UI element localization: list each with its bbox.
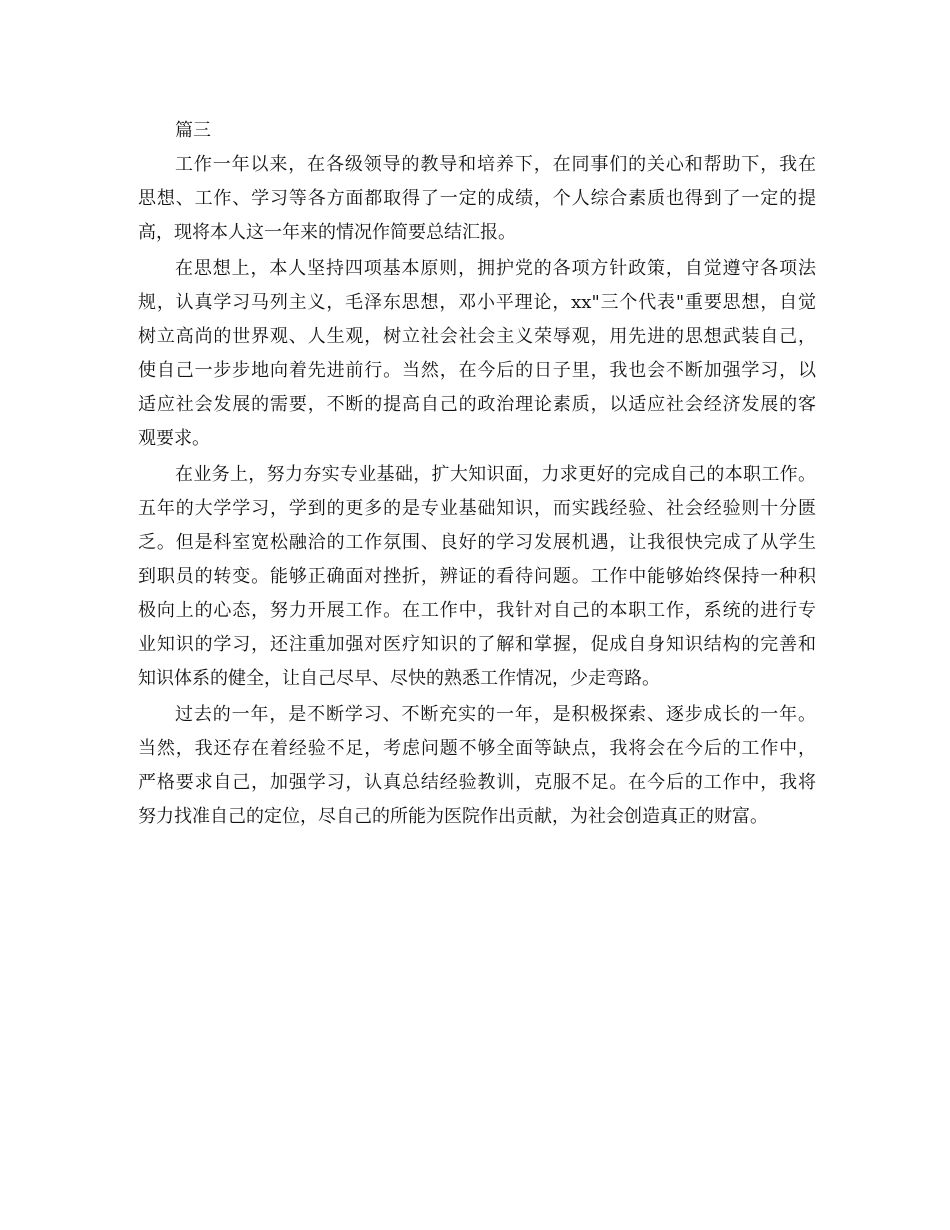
paragraph-line: 思想、工作、学习等各方面都取得了一定的成绩，个人综合素质也得到了一定的提 — [138, 188, 816, 209]
paragraph-line: 过去的一年，是不断学习、不断充实的一年，是积极探索、逐步成长的一年。 — [175, 704, 816, 725]
paragraph-line: 高，现将本人这一年来的情况作简要总结汇报。 — [138, 222, 516, 243]
paragraph-line: 当然，我还存在着经验不足，考虑问题不够全面等缺点，我将会在今后的工作中， — [138, 738, 816, 759]
paragraph-line: 树立高尚的世界观、人生观，树立社会社会主义荣辱观，用先进的思想武装自己， — [138, 326, 816, 347]
paragraph-line: 努力找准自己的定位，尽自己的所能为医院作出贡献，为社会创造真正的财富。 — [138, 806, 768, 827]
paragraph-line: 在业务上，努力夯实专业基础，扩大知识面，力求更好的完成自己的本职工作。 — [175, 464, 816, 485]
paragraph-line: 工作一年以来，在各级领导的教导和培养下，在同事们的关心和帮助下，我在 — [175, 154, 816, 175]
paragraph-line: 在思想上，本人坚持四项基本原则，拥护党的各项方针政策，自觉遵守各项法 — [175, 258, 816, 279]
document-heading: 篇三 — [175, 120, 211, 141]
paragraph-2 — [138, 252, 828, 456]
paragraph-line: 知识体系的健全，让自己尽早、尽快的熟悉工作情况，少走弯路。 — [138, 668, 660, 689]
paragraph-line: 乏。但是科室宽松融洽的工作氛围、良好的学习发展机遇，让我很快完成了从学生 — [138, 532, 816, 553]
paragraph-line: 使自己一步步地向着先进前行。当然，在今后的日子里，我也会不断加强学习，以 — [138, 360, 816, 381]
paragraph-line: 严格要求自己，加强学习，认真总结经验教训，克服不足。在今后的工作中，我将 — [138, 772, 816, 793]
paragraph-4 — [138, 698, 828, 834]
paragraph-line: 到职员的转变。能够正确面对挫折，辨证的看待问题。工作中能够始终保持一种积 — [138, 566, 816, 587]
paragraph-line: 五年的大学学习，学到的更多的是专业基础知识，而实践经验、社会经验则十分匮 — [138, 498, 816, 519]
paragraph-line: 极向上的心态，努力开展工作。在工作中，我针对自己的本职工作，系统的进行专 — [138, 600, 816, 621]
paragraph-3 — [138, 458, 828, 696]
paragraph-line: 观要求。 — [138, 428, 210, 449]
paragraph-line: 适应社会发展的需要，不断的提高自己的政治理论素质，以适应社会经济发展的客 — [138, 394, 816, 415]
paragraph-line: 业知识的学习，还注重加强对医疗知识的了解和掌握，促成自身知识结构的完善和 — [138, 634, 816, 655]
document-body — [138, 114, 828, 834]
paragraph-line: 规，认真学习马列主义，毛泽东思想，邓小平理论，xx"三个代表"重要思想，自觉 — [138, 292, 816, 313]
paragraph-1 — [138, 148, 828, 250]
